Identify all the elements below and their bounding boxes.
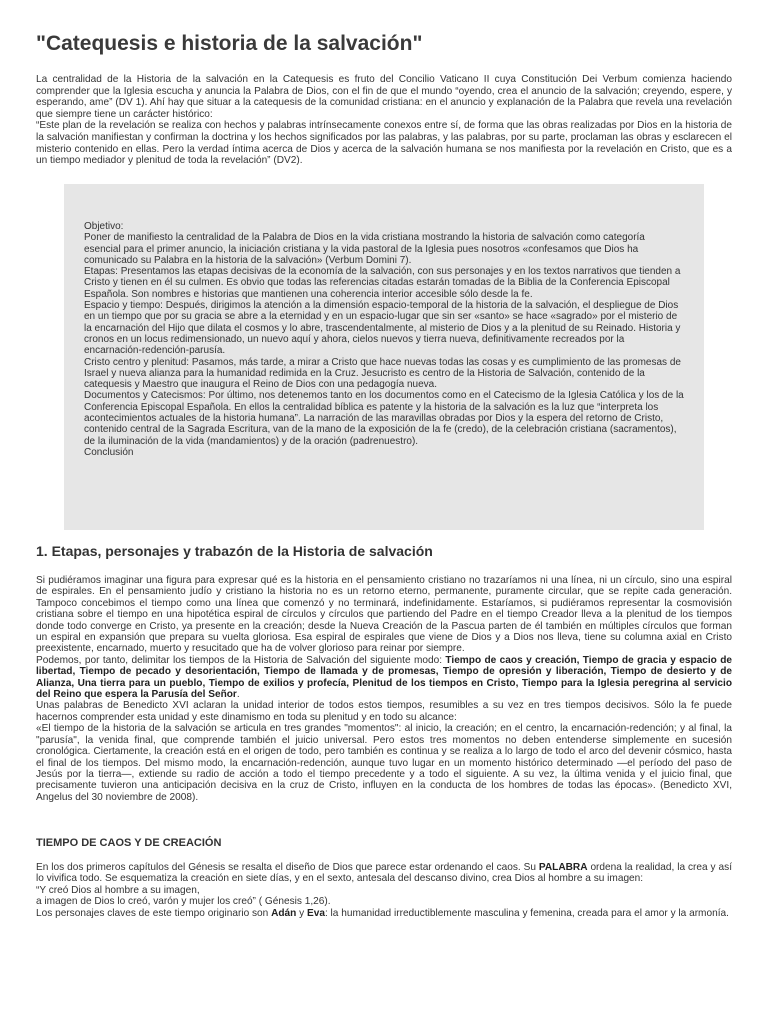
intro-paragraph: La centralidad de la Historia de la salvación en la Catequesis es fruto del Concilio Vaticano II cuya Constitución Dei Verbum comienza haciendo comprender que la Iglesia escucha y anuncia la Palabra de Dios, con el fin de que el mundo “oyendo, crea el anuncio de la salvación; creyendo, espere, y esperando, ame” (DV 1). Ahí hay que situar a la catequesis de la comunidad cristiana: en el anuncio y explanación de la Palabra que revela una revelación que siempre tiene un carácter histórico: [36, 74, 732, 120]
objetivo-text: Poner de manifiesto la centralidad de la Palabra de Dios en la vida cristiana mostrando la historia de salvación como categoría esencial para el primer anuncio, la iniciación cristiana y la vida pastoral de la Iglesia pues nosotros «confesamos que Dios ha comunicado su Palabra en la historia de la salvación» (Verbum Domini 7). [84, 232, 645, 266]
s2p2-end: : la humanidad irreductiblemente masculina y femenina, creada para el amor y la armonía. [324, 907, 729, 919]
section2-paragraph-2 [36, 908, 732, 919]
section1-body [36, 575, 732, 803]
genesis-quote-line-1: “Y creó Dios al hombre a su imagen, [36, 884, 200, 896]
section1-paragraph-4: «El tiempo de la historia de la salvación se articula en tres grandes "momentos": al inicio, la creación; en el centro, la encarnación-redención; y al final, la "parusía", la venida final, que comprende también el juicio universal. Pero estos tres momentos no deben entenderse simplemente en sucesión cronológica. Ciertamente, la creación está en el origen de todo, pero también es continua y se realiza a lo largo de todo el arco del devenir cósmico, hasta el final de los tiempos. Del mismo modo, la encarnación-redención, aunque tuvo lugar en un momento histórico determinado —el período del paso de Jesús por la tierra—, extiende su radio de acción a todo el tiempo precedente y a todo el siguiente. A su vez, la última venida y el juicio final, que precisamente tuvieron una anticipación decisiva en la cruz de Cristo, influyen en la conducta de los hombres de todas las épocas». (Benedicto XVI, Angelus del 30 noviembre de 2008). [36, 723, 732, 803]
documentos-text: Documentos y Catecismos: Por último, nos detenemos tanto en los documentos como en el Catecismo de la Iglesia Católica y los de la Conferencia Episcopal Española. En ellos la centralidad bíblica es patente y la historia de la salvación es la luz que “interpreta los acontecimientos actuales de la historia humana”. La narración de las maravillas obradas por Dios y la espera del retorno de Cristo, contenido central de la Sagrada Escritura, van de la mano de la exposición de la fe (credo), de la celebración cristiana (sacramentos), de la iluminación de la vida (mandamientos) y de la oración (padrenuestro). [84, 390, 684, 447]
palabra-bold: PALABRA [538, 862, 588, 873]
p2-end: . [236, 689, 240, 701]
eva-bold: Eva [306, 907, 325, 919]
s2p1-start: En los dos primeros capítulos del Génesis se resalta el diseño de Dios que parece estar ordenando el caos. Su [36, 862, 539, 873]
s2p1-end: ordena la realidad, la crea y así lo vivifica todo. Se esquematiza la creación en siete días, y en el sexto, antesala del descanso divino, crea Dios al hombre a su imagen: [36, 862, 732, 885]
conclusion-text: Conclusión [84, 446, 134, 458]
section1-paragraph-1: Si pudiéramos imaginar una figura para expresar qué es la historia en el pensamiento cristiano no trazaríamos ni una línea, ni un círculo, sino una espiral de espirales. En el pensamiento judío y cristiano la historia no es un retorno eterno, permanente, puramente circular, que se repite cada generación. Tampoco concebimos el tiempo como una línea que comenzó y no terminará, indefinidamente. Estaríamos, si pudiéramos representar la cosmovisión cristiana sobre el tiempo en una hipotética espiral de círculos y círculos que partiendo del Padre en el tiempo Creador lleva a la plenitud de los tiempos donde todo converge en Cristo, ya presente en la creación; desde la Nueva Creación de la Pascua parten de él también en múltiples círculos que forman un espiral en expansión que prepara su vuelta gloriosa. Esa espiral de espirales que viene de Dios y a Dios nos lleva, tiene su columna axial en Cristo preexistente, encarnado, muerto y resucitado que ha de volver glorioso para reinar por siempre. [36, 575, 732, 655]
section2-paragraph-1 [36, 862, 732, 885]
intro-quote: “Este plan de la revelación se realiza con hechos y palabras intrínsecamente conexos entre sí, de forma que las obras realizadas por Dios en la historia de la salvación manifiestan y confirman la doctrina y los hechos significados por las palabras, y las palabras, por su parte, proclaman las obras y esclarecen el misterio contenido en ellas. Pero la verdad íntima acerca de Dios y acerca de la salvación humana se nos manifiesta por la revelación en Cristo, que es a un tiempo mediador y plenitud de toda la revelación” (DV2). [36, 120, 732, 167]
s2p2-start: Los personajes claves de este tiempo originario son [36, 907, 272, 919]
objetivo-label: Objetivo: [84, 221, 124, 232]
section1-paragraph-3: Unas palabras de Benedicto XVI aclaran la unidad interior de todos estos tiempos, resumibles a su vez en tres tiempos decisivos. Sólo la fe puede hacernos comprender esta unidad y este dinamismo en toda su plenitud y en todo su alcance: [36, 700, 732, 723]
section-heading: 1. Etapas, personajes y trabazón de la Historia de salvación [36, 543, 433, 559]
genesis-quote-line-2: a imagen de Dios lo creó, varón y mujer los creó” ( Génesis 1,26). [36, 896, 331, 908]
section1-paragraph-2 [36, 655, 732, 701]
etapas-text: Etapas: Presentamos las etapas decisivas de la economía de la salvación, con sus personajes y en los textos narrativos que tienden a Cristo y tienen en él su culmen. Es obvio que todas las referencias citadas estarán tomadas de la Biblia de la Conferencia Episcopal Española. Son nombres e historias que mantienen una coherencia interior accesible sólo desde la fe. [84, 266, 681, 300]
subsection-heading: TIEMPO DE CAOS Y DE CREACIÓN [36, 837, 222, 849]
p2-start: Podemos, por tanto, delimitar los tiempos de la Historia de Salvación del siguiente modo: [36, 654, 446, 666]
espacio-text: Espacio y tiempo: Después, dirigimos la atención a la dimensión espacio-temporal de la historia de la salvación, el despliegue de Dios en un tiempo que por su gracia se abre a la eternidad y en un espacio-lugar que sin ser «santo» se hace «sagrado» por el misterio de la encarnación del Hijo que dilata el cosmos y lo abre, trascendentalmente, al misterio de Dios y a la plenitud de su Reinado. Historia y cronos en un locus redimensionado, un nuevo aquí y ahora, cielos nuevos y tierra nueva, definitivamente recreados por la encarnación-redención-parusía. [84, 300, 681, 357]
intro-section [36, 74, 732, 167]
adan-bold: Adán [271, 907, 297, 919]
cristo-text: Cristo centro y plenitud: Pasamos, más tarde, a mirar a Cristo que hace nuevas todas las cosas y es cumplimiento de las promesas de Israel y nueva alianza para la humanidad redimida en la Cruz. Jesucristo es centro de la Historia de Salvación, contenido de la catequesis y Maestro que inaugura el Reino de Dios con una pedagogía nueva. [84, 356, 681, 391]
p2-bold: Tiempo de caos y creación, Tiempo de gracia y espacio de libertad, Tiempo de pecado y desorientación, Tiempo de llamada y de promesas, Tiempo de opresión y liberación, Tiempo de desierto y de Alianza, Una tierra para un pueblo, Tiempo de exilios y profecía, Plenitud de los tiempos en Cristo, Tiempo para la Iglesia peregrina al servicio del Reino que espera la Parusía del Señor [36, 654, 732, 701]
page-title: "Catequesis e historia de la salvación" [36, 32, 423, 55]
section2-body [36, 862, 732, 919]
s2p2-y: y [296, 907, 307, 919]
objectives-box [64, 184, 704, 530]
